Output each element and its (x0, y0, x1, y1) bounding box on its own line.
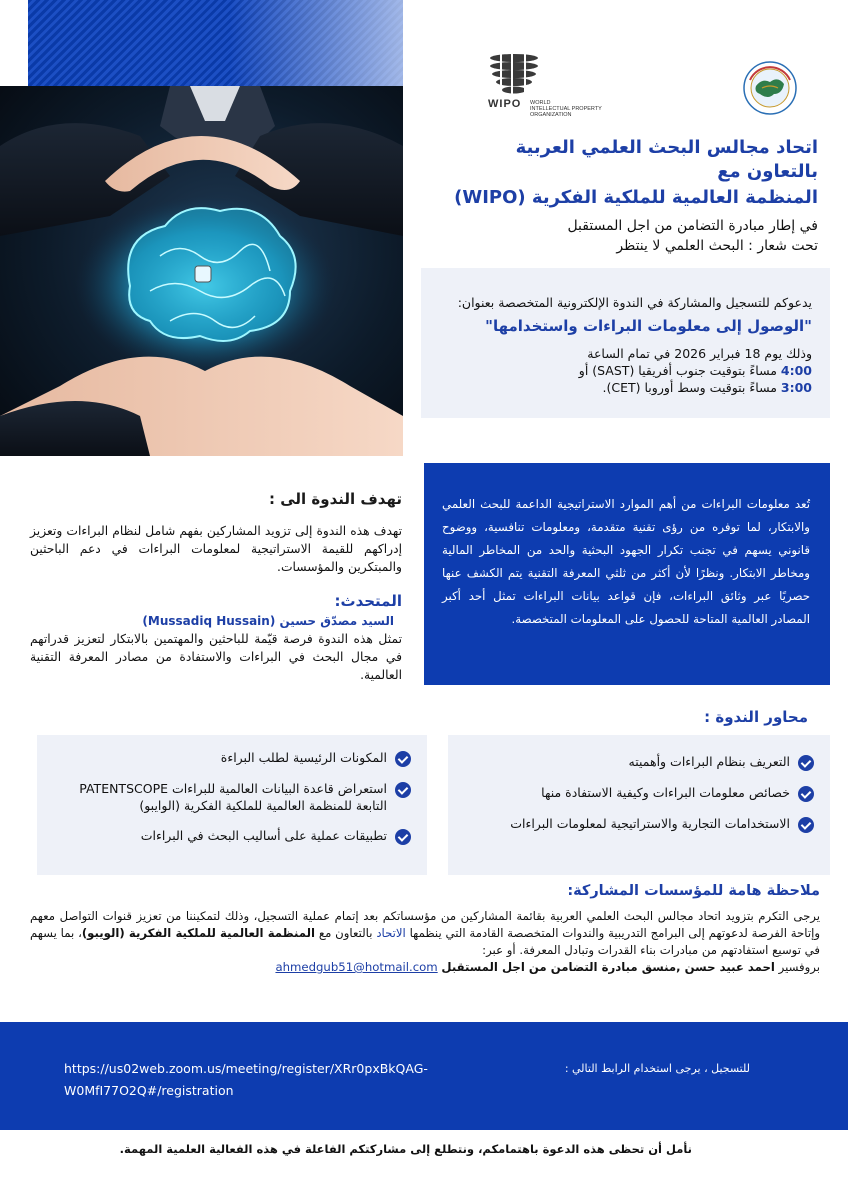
wipo-wordmark: WIPO (488, 98, 522, 110)
webinar-time-sast (431, 362, 812, 379)
topic-item (51, 780, 411, 814)
registration-label: للتسجيل ، يرجى استخدام الرابط التالي : (564, 1062, 750, 1075)
webinar-date: وذلك يوم 18 فبراير 2026 في تمام الساعة (587, 346, 812, 361)
wipo-logo-icon (484, 52, 544, 96)
arab-union-seal-icon (742, 60, 798, 116)
title-block (408, 136, 818, 256)
wipo-sub-line: ORGANIZATION (530, 112, 572, 118)
check-circle-icon (395, 829, 411, 845)
contact-email-link[interactable]: ahmedgub51@hotmail.com (275, 960, 438, 974)
institutions-note (30, 880, 820, 976)
initiative-line: في إطار مبادرة التضامن من اجل المستقبل (567, 218, 818, 234)
closing-note: نأمل أن تحظى هذه الدعوة باهتمامكم، ونتطلع إلى مشاركتكم الفاعلة في هذه الفعالية العلمية المهمة. (119, 1142, 692, 1156)
note-text: بروفسير (774, 960, 820, 974)
topic-item (462, 753, 814, 771)
header-band-fade (230, 0, 403, 86)
check-circle-icon (798, 786, 814, 802)
webinar-time-cet (431, 379, 812, 396)
wipo-sub-line: WORLD (530, 100, 551, 106)
note-heading: ملاحظة هامة للمؤسسات المشاركة: (567, 883, 820, 899)
aims-section (30, 488, 402, 684)
topic-item (51, 827, 411, 845)
topics-heading: محاور الندوة : (704, 708, 808, 726)
wipo-subtitle (530, 100, 610, 118)
note-text: بالتعاون مع (318, 926, 377, 940)
topic-item (51, 749, 411, 767)
topic-text: الاستخدامات التجارية والاستراتيجية لمعلومات البراءات (510, 816, 790, 831)
aims-heading: تهدف الندوة الى : (269, 490, 402, 508)
invitation-panel (421, 268, 830, 418)
aims-text: تهدف هذه الندوة إلى تزويد المشاركين بفهم شامل لنظام البراءات وتعزيز إدراكهم للقيمة الاستراتيجية لمعلومات البراءات في دعم الباحثين والمبتكرين والمؤسسات. (30, 524, 402, 574)
note-text: ، بما يسهم في توسيع استفادتهم من مبادرات بناء القدرات وتبادل المعرفة. أو عبر: (30, 926, 820, 957)
patent-info-intro-panel (424, 463, 830, 685)
note-body (30, 908, 820, 976)
time-cet-label: مساءً بتوقيت وسط أوروبا (CET). (602, 380, 781, 395)
topic-text: تطبيقات عملية على أساليب البحث في البراءات (140, 828, 387, 843)
collaboration-line: بالتعاون مع (717, 161, 818, 182)
wipo-name: المنظمة العالمية للملكية الفكرية (WIPO) (454, 187, 818, 208)
topic-text: المكونات الرئيسية لطلب البراءة (220, 750, 387, 765)
time-sast-label: مساءً بتوقيت جنوب أفريقيا (SAST) أو (578, 363, 781, 378)
speaker-text: تمثل هذه الندوة فرصة قيّمة للباحثين والمهتمين بالابتكار لتعزيز قدراتهم في مجال البحث في البراءات والاستفادة من مصادر المعرفة التقنية العالمية. (30, 632, 402, 682)
note-union-highlight: الاتحاد (376, 926, 406, 940)
invitation-intro: يدعوكم للتسجيل والمشاركة في الندوة الإلكترونية المتخصصة بعنوان: (457, 295, 812, 310)
speaker-name: السيد مصدّق حسين (Mussadiq Hussain) (142, 614, 394, 628)
organization-name: اتحاد مجالس البحث العلمي العربية (515, 137, 818, 158)
check-circle-icon (395, 751, 411, 767)
speaker-heading: المتحدث: (334, 592, 402, 610)
brain-hands-photo (0, 86, 403, 456)
coordinator-name: احمد عبيد حسن ,منسق مبادرة التضامن من اجل المستقبل (441, 960, 775, 974)
wipo-logo (484, 52, 604, 132)
check-circle-icon (798, 755, 814, 771)
time-sast-value: 4:00 (780, 363, 812, 378)
slogan-line: تحت شعار : البحث العلمي لا ينتظر (616, 238, 818, 254)
topic-text: خصائص معلومات البراءات وكيفية الاستفادة منها (541, 785, 790, 800)
brain-illustration-icon (0, 86, 403, 456)
topics-panel-right (448, 735, 830, 875)
topic-item (462, 815, 814, 833)
time-cet-value: 3:00 (780, 380, 812, 395)
note-text: يرجى التكرم بتزويد اتحاد مجالس البحث العلمي العربية بقائمة المشاركين من مؤسساتكم بعد إتمام عملية التسجيل، وذلك لتمكيننا من تعزيز قنوات التواصل معهم وإتاحة الفرصة لدعوتهم إلى البرامج التدريبية والندوات المتخصصة القادمة التي ينظمها (30, 909, 820, 940)
wipo-sub-line: INTELLECTUAL PROPERTY (530, 106, 602, 112)
topic-text: التعريف بنظام البراءات وأهميته (628, 754, 790, 769)
check-circle-icon (798, 817, 814, 833)
check-circle-icon (395, 782, 411, 798)
topic-item (462, 784, 814, 802)
intro-paragraph: تُعد معلومات البراءات من أهم الموارد الاستراتيجية الداعمة للبحث العلمي والابتكار، لما توفره من رؤى تقنية متقدمة، ومعلومات تنافسية، ووضوح قانوني يسهم في تجنب تكرار الجهود البحثية والحد من المخاطر المالية ومخاطر الابتكار. ونظرًا لأن أكثر من ثلثي المعرفة التقنية يتم الكشف عنها حصريًا عبر وثائق البراءات، فإن قواعد بيانات البراءات تمثل أحد أكبر المصادر العالمية المتاحة للحصول على المعلومات المتخصصة. (442, 497, 810, 626)
registration-link[interactable]: https://us02web.zoom.us/meeting/register/XRr0pxBkQAG-W0MfI77O2Q#/registration (64, 1061, 428, 1098)
webinar-title: "الوصول إلى معلومات البراءات واستخدامها" (485, 317, 812, 335)
topic-text: استعراض قاعدة البيانات العالمية للبراءات PATENTSCOPE التابعة للمنظمة العالمية للملكية الفكرية (الوايبو) (79, 781, 387, 813)
note-wipo-bold: المنظمة العالمية للملكية الفكرية (الويبو) (81, 926, 316, 940)
topics-panel-left (37, 735, 427, 875)
